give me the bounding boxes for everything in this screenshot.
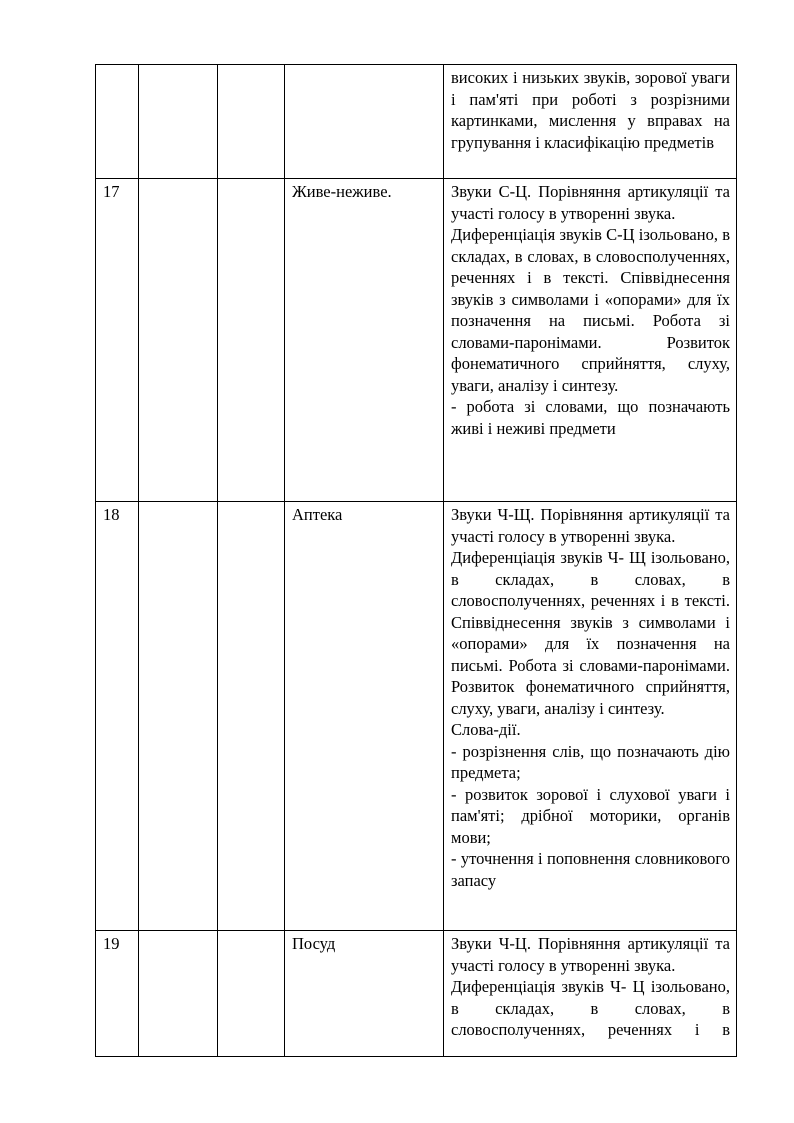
topic-cell: Посуд [285, 931, 444, 1057]
content-paragraph: - розвиток зорової і слухової уваги і пам'яті; дрібної моторики, органів мови; [451, 784, 730, 847]
topic-cell: Живе-неживе. [285, 179, 444, 502]
date-cell [139, 65, 218, 179]
date-cell [139, 502, 218, 931]
topic-cell [285, 65, 444, 179]
content-paragraph: високих і низьких звуків, зорової уваги і пам'яті при роботі з розрізними картинками, мислення у вправах на групування і класифікацію предметів [451, 68, 730, 152]
table-row [96, 65, 737, 179]
content-paragraph: - уточнення і поповнення словникового запасу [451, 849, 730, 890]
topic-cell: Аптека [285, 502, 444, 931]
content-paragraph: Звуки С-Ц. Порівняння артикуляції та участі голосу в утворенні звука. [451, 182, 730, 223]
content-paragraph: - робота зі словами, що позначають живі і неживі предмети [451, 397, 730, 438]
lesson-plan-table [95, 64, 737, 1057]
content-paragraph: Звуки Ч-Щ. Порівняння артикуляції та участі голосу в утворенні звука. [451, 505, 730, 546]
date-cell [218, 65, 285, 179]
content-paragraph: Слова-дії. [451, 720, 521, 739]
content-paragraph: Диференціація звуків С-Ц ізольовано, в складах, в словах, в словосполученнях, реченнях і в тексті. Співвіднесення звуків з символами і «опорами» для їх позначення на письмі. Робота зі словами-паронімами. Розвиток фонематичного сприйняття, слуху, уваги, аналізу і синтезу. [451, 225, 730, 395]
row-number [96, 65, 139, 179]
lesson-content [444, 502, 737, 931]
date-cell [218, 502, 285, 931]
lesson-content [444, 65, 737, 179]
lesson-content [444, 931, 737, 1057]
row-number: 17 [96, 179, 139, 502]
table-row [96, 931, 737, 1057]
table-row [96, 502, 737, 931]
date-cell [139, 931, 218, 1057]
table-row [96, 179, 737, 502]
content-paragraph: - розрізнення слів, що позначають дію предмета; [451, 741, 730, 782]
date-cell [218, 931, 285, 1057]
lesson-content [444, 179, 737, 502]
content-paragraph: Диференціація звуків Ч- Щ ізольовано, в складах, в словах, в словосполученнях, реченнях і в тексті. Співвіднесення звуків з символами і «опорами» для їх позначення на письмі. Робота зі словами-паронімами. Розвиток фонематичного сприйняття, слуху, уваги, аналізу і синтезу. [451, 548, 730, 718]
row-number: 18 [96, 502, 139, 931]
date-cell [218, 179, 285, 502]
date-cell [139, 179, 218, 502]
row-number: 19 [96, 931, 139, 1057]
content-paragraph: Звуки Ч-Ц. Порівняння артикуляції та участі голосу в утворенні звука. [451, 934, 730, 975]
content-paragraph: Диференціація звуків Ч- Ц ізольовано, в складах, в словах, в словосполученнях, реченнях і в [451, 977, 730, 1039]
